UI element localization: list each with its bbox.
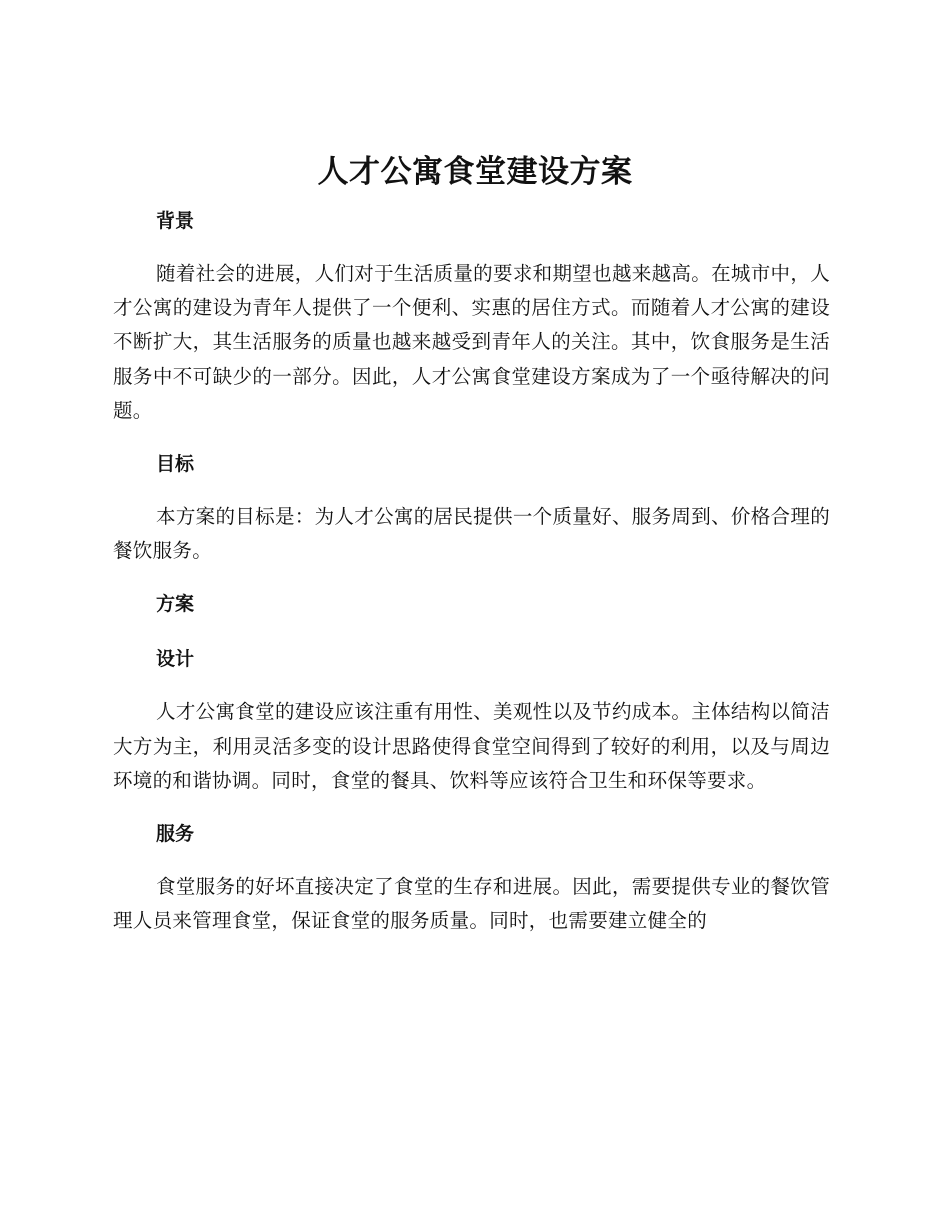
section-heading-plan: 方案: [156, 593, 195, 616]
paragraph-design: 人才公寓食堂的建设应该注重有用性、美观性以及节约成本。主体结构以简洁大方为主，利用灵活多变的设计思路使得食堂空间得到了较好的利用，以及与周边环境的和谐协调。同时，食堂的餐具、饮料等应该符合卫生和环保等要求。: [113, 700, 830, 792]
document-body: [113, 202, 830, 955]
document-title: 人才公寓食堂建设方案: [317, 154, 633, 190]
section-heading-goal: 目标: [156, 453, 195, 476]
section-heading-background: 背景: [156, 210, 195, 232]
paragraph-goal: 本方案的目标是：为人才公寓的居民提供一个质量好、服务周到、价格合理的餐饮服务。: [113, 505, 830, 563]
paragraph-service: 食堂服务的好坏直接决定了食堂的生存和进展。因此，需要提供专业的餐饮管理人员来管理食堂，保证食堂的服务质量。同时，也需要建立健全的: [113, 875, 830, 933]
section-heading-design: 设计: [156, 648, 195, 671]
paragraph-background: 随着社会的进展，人们对于生活质量的要求和期望也越来越高。在城市中，人才公寓的建设为青年人提供了一个便利、实惠的居住方式。而随着人才公寓的建设不断扩大，其生活服务的质量也越来越受到青年人的关注。其中，饮食服务是生活服务中不可缺少的一部分。因此，人才公寓食堂建设方案成为了一个亟待解决的问题。: [113, 262, 830, 422]
section-heading-service: 服务: [156, 823, 195, 846]
